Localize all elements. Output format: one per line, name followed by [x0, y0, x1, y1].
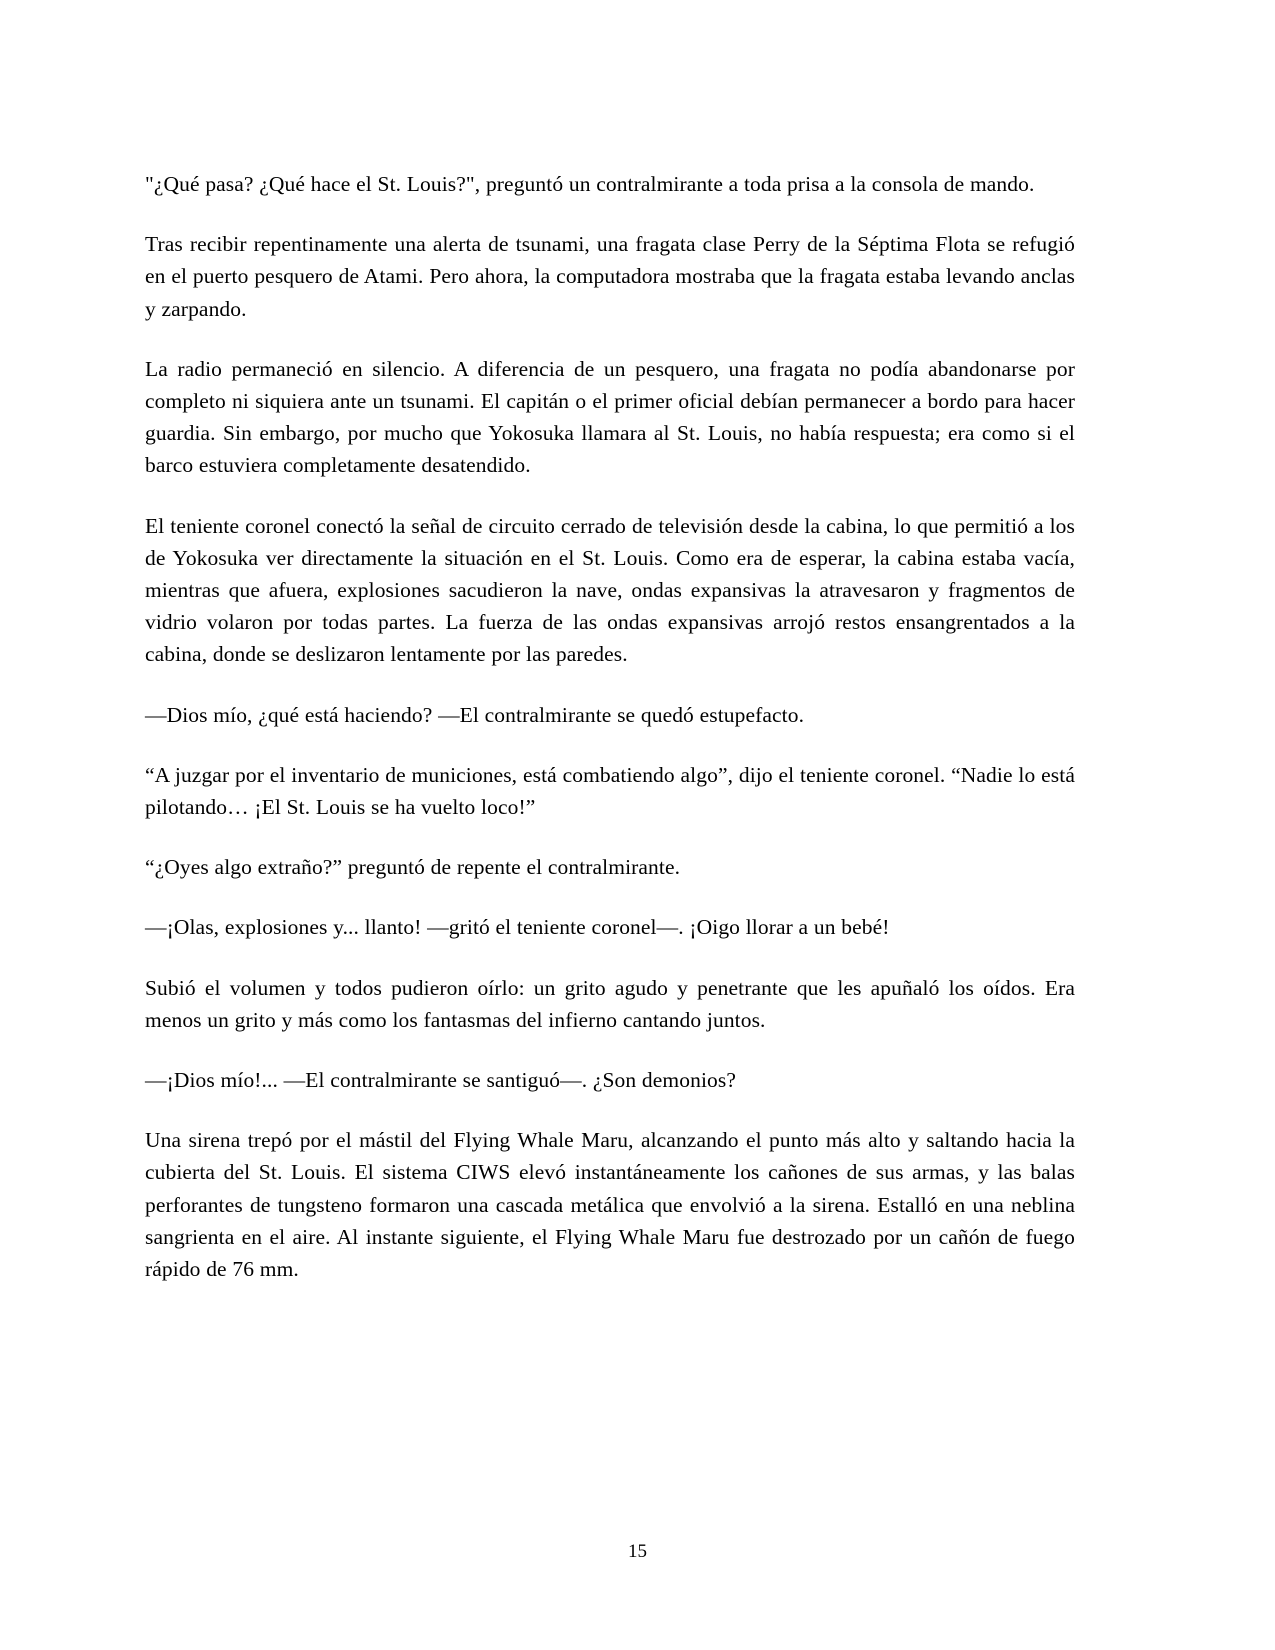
paragraph: Tras recibir repentinamente una alerta de tsunami, una fragata clase Perry de la Séptima Flota se refugió en el puerto pesquero de Atami. Pero ahora, la computadora mostraba que la fragata estaba levando anclas y zarpando. — [145, 232, 1075, 321]
page-number: 15 — [628, 1541, 647, 1562]
paragraph: El teniente coronel conectó la señal de circuito cerrado de televisión desde la cabina, lo que permitió a los de Yokosuka ver directamente la situación en el St. Louis. Como era de esperar, la cabina estaba vacía, mientras que afuera, explosiones sacudieron la nave, ondas expansivas la atravesaron y fragmentos de vidrio volaron por todas partes. La fuerza de las ondas expansivas arrojó restos ensangrentados a la cabina, donde se deslizaron lentamente por las paredes. — [145, 513, 1075, 667]
paragraph: “A juzgar por el inventario de municiones, está combatiendo algo”, dijo el teniente coronel. “Nadie lo está pilotando… ¡El St. Louis se ha vuelto loco!” — [145, 762, 1075, 820]
paragraph: "¿Qué pasa? ¿Qué hace el St. Louis?", preguntó un contralmirante a toda prisa a la consola de mando. — [145, 172, 1035, 196]
body-text-column — [145, 168, 1075, 1285]
paragraph: La radio permaneció en silencio. A diferencia de un pesquero, una fragata no podía abandonarse por completo ni siquiera ante un tsunami. El capitán o el primer oficial debían permanecer a bordo para hacer guardia. Sin embargo, por mucho que Yokosuka llamara al St. Louis, no había respuesta; era como si el barco estuviera completamente desatendido. — [145, 356, 1075, 478]
paragraph: —Dios mío, ¿qué está haciendo? —El contralmirante se quedó estupefacto. — [145, 702, 805, 727]
paragraph: —¡Olas, explosiones y... llanto! —gritó el teniente coronel—. ¡Oigo llorar a un bebé! — [145, 915, 890, 940]
paragraph: Subió el volumen y todos pudieron oírlo: un grito agudo y penetrante que les apuñaló los oídos. Era menos un grito y más como los fantasmas del infierno cantando juntos. — [145, 975, 1075, 1032]
paragraph: —¡Dios mío!... —El contralmirante se santiguó—. ¿Son demonios? — [145, 1068, 736, 1093]
paragraph: Una sirena trepó por el mástil del Flying Whale Maru, alcanzando el punto más alto y saltando hacia la cubierta del St. Louis. El sistema CIWS elevó instantáneamente los cañones de sus armas, y las balas perforantes de tungsteno formaron una cascada metálica que envolvió a la sirena. Estalló en una neblina sangrienta en el aire. Al instante siguiente, el Flying Whale Maru fue destrozado por un cañón de fuego rápido de 76 mm. — [145, 1128, 1075, 1282]
paragraph: “¿Oyes algo extraño?” preguntó de repente el contralmirante. — [145, 855, 681, 880]
